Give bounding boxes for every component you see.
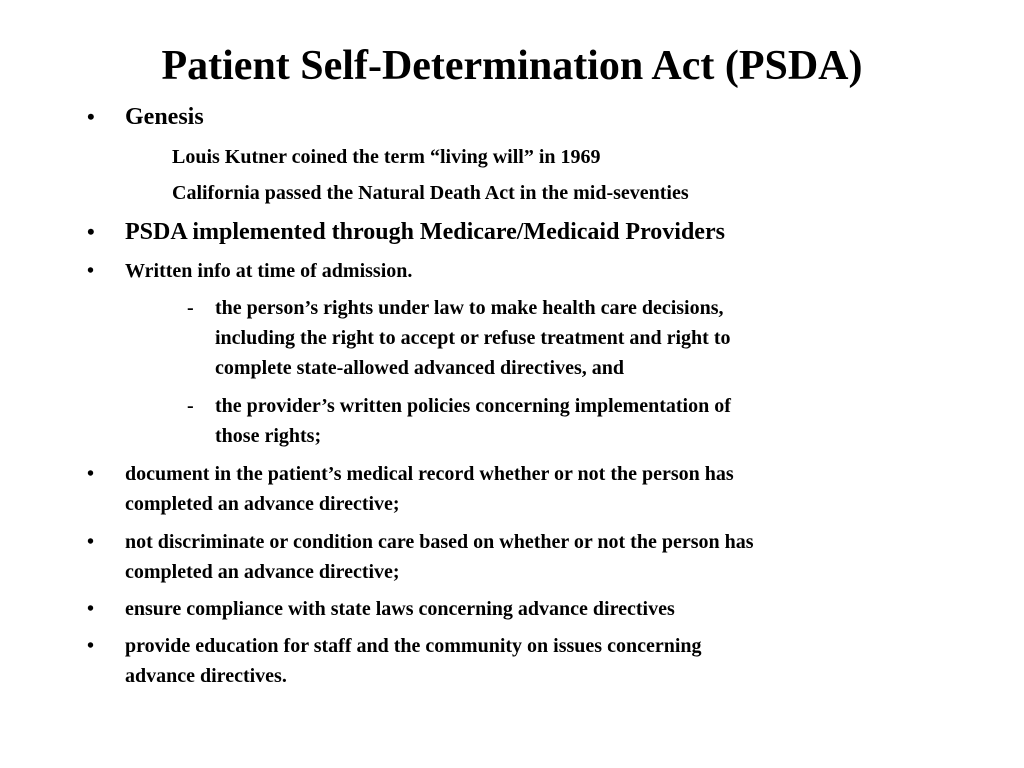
written-info-heading: Written info at time of admission.	[125, 260, 413, 282]
bullet-line: document in the patient’s medical record whether or not the person has	[125, 463, 734, 485]
psda-implemented-bullet: PSDA implemented through Medicare/Medicaid Providers	[125, 219, 725, 245]
dash-marker: -	[187, 297, 194, 319]
written-info-item-line: the person’s rights under law to make health care decisions,	[215, 297, 724, 319]
bullet-line: not discriminate or condition care based on whether or not the person has	[125, 531, 754, 553]
bullet-marker: •	[87, 531, 95, 553]
bullet-line: completed an advance directive;	[125, 493, 400, 515]
bullet-marker: •	[87, 635, 95, 657]
bullet-marker: •	[87, 219, 95, 244]
slide-title: Patient Self-Determination Act (PSDA)	[161, 43, 863, 89]
bullet-line: ensure compliance with state laws concerning advance directives	[125, 598, 675, 620]
genesis-heading: Genesis	[125, 104, 204, 130]
written-info-item-line: including the right to accept or refuse treatment and right to	[215, 327, 731, 349]
written-info-item-line: complete state-allowed advanced directives, and	[215, 357, 625, 379]
written-info-item-line: the provider’s written policies concerning implementation of	[215, 395, 731, 417]
bullet-marker: •	[87, 260, 95, 282]
bullet-line: advance directives.	[125, 665, 287, 687]
genesis-sub-item: Louis Kutner coined the term “living will” in 1969	[172, 146, 601, 168]
dash-marker: -	[187, 395, 194, 417]
bullet-marker: •	[87, 104, 95, 129]
bullet-marker: •	[87, 598, 95, 620]
genesis-sub-item: California passed the Natural Death Act in the mid-seventies	[172, 182, 689, 204]
bullet-line: provide education for staff and the community on issues concerning	[125, 635, 702, 657]
bullet-line: completed an advance directive;	[125, 561, 400, 583]
bullet-marker: •	[87, 463, 95, 485]
written-info-item-line: those rights;	[215, 425, 322, 447]
